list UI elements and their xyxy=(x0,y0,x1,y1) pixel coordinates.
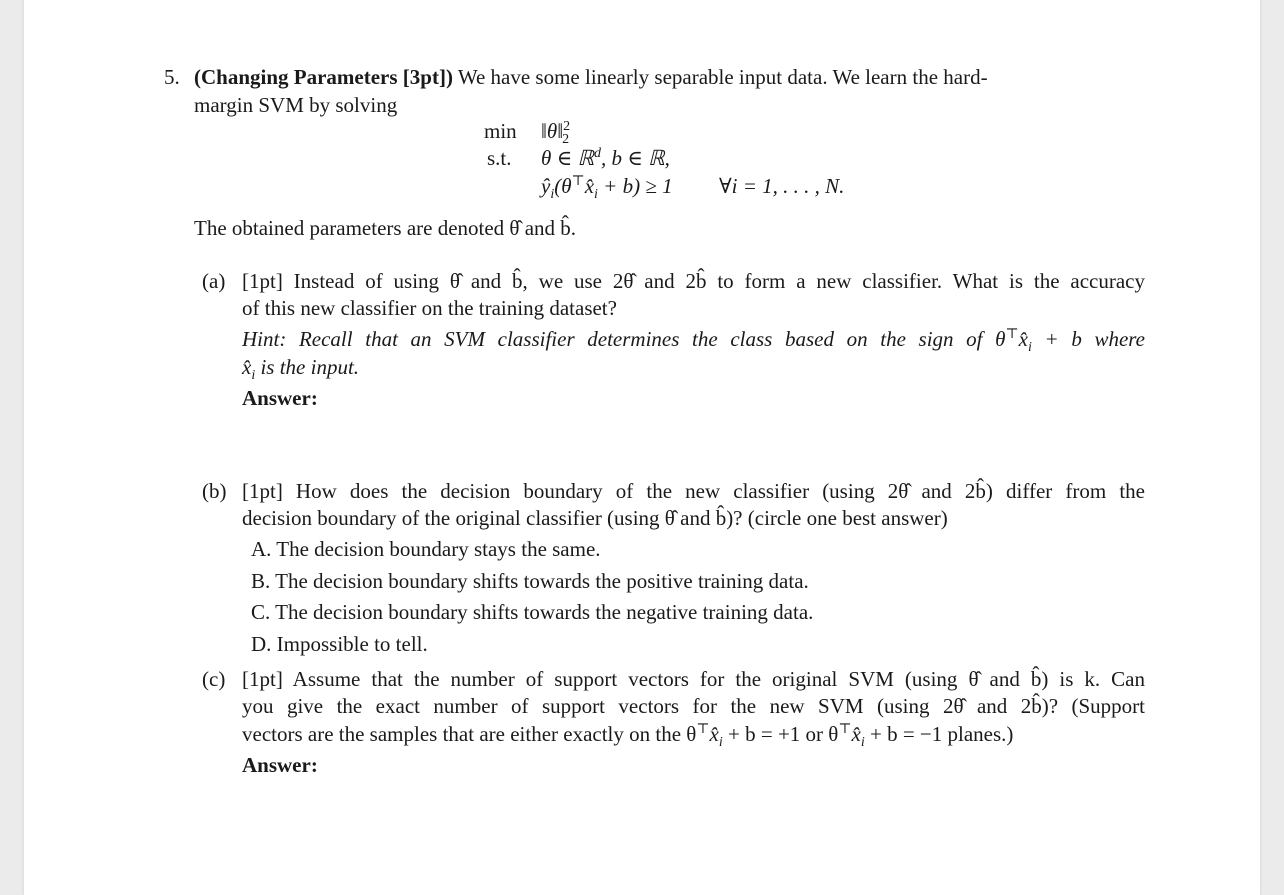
problem-title: (Changing Parameters [3pt]) xyxy=(194,65,453,89)
part-a-answer-label: Answer: xyxy=(242,386,318,410)
opt-forall: ∀i = 1, . . . , N. xyxy=(719,174,845,198)
part-b-option-c: C. The decision boundary shifts towards the negative training data. xyxy=(251,600,814,624)
part-b-option-d: D. Impossible to tell. xyxy=(251,632,428,656)
part-b-option-b: B. The decision boundary shifts towards the positive training data. xyxy=(251,569,809,593)
opt-constraint2: $ŷ_i(\theta^⊤x̂_i + b) \ge 1$ xyxy=(541,174,673,203)
problem-intro-line1: We have some linearly separable input data. We learn the hard- xyxy=(457,65,988,89)
part-c-line3: vectors are the samples that are either exactly on the $\theta^⊤x̂_i + b = +1$ or $\theta^⊤x̂_i + b = -1$ planes.) xyxy=(242,722,1014,751)
document-page xyxy=(24,0,1260,895)
part-b-option-a: A. The decision boundary stays the same. xyxy=(251,537,601,561)
opt-objective: ‖θ‖$^2_2$ xyxy=(541,119,571,148)
part-c-line2: you give the exact number of support vectors for the new SVM (using 2θ̂ and 2b̂)? (Support xyxy=(242,694,1145,718)
part-a-hint-line1: Hint: Recall that an SVM classifier determines the class based on the sign of $\theta^⊤x̂_i + b$ where xyxy=(242,327,1145,356)
part-c-answer-label: Answer: xyxy=(242,753,318,777)
obtained-params-sentence: The obtained parameters are denoted θ̂ and b̂. xyxy=(194,216,577,240)
opt-min-label: min xyxy=(484,119,517,143)
opt-constraint1: θ ∈ ℝ$^d$, b ∈ ℝ, xyxy=(541,146,670,170)
part-a-hint-line2: $x̂_i$ is the input. xyxy=(242,355,360,384)
opt-st-label: s.t. xyxy=(487,146,512,170)
part-a-line1: [1pt] Instead of using θ̂ and b̂, we use 2θ̂ and 2b̂ to form a new classifier. What is the accuracy xyxy=(242,269,1145,293)
part-b-line2: decision boundary of the original classifier (using θ̂ and b̂)? (circle one best answer) xyxy=(242,506,948,530)
part-b-label: (b) xyxy=(202,479,227,503)
part-c-label: (c) xyxy=(202,667,226,691)
problem-heading-line xyxy=(194,63,988,91)
part-c-line1: [1pt] Assume that the number of support vectors for the original SVM (using θ̂ and b̂) is k. Can xyxy=(242,667,1145,691)
part-b-line1: [1pt] How does the decision boundary of the new classifier (using 2θ̂ and 2b̂) differ from the xyxy=(242,479,1145,503)
problem-intro-line2: margin SVM by solving xyxy=(194,93,398,117)
part-a-line2: of this new classifier on the training dataset? xyxy=(242,296,617,320)
problem-number: 5. xyxy=(164,65,180,89)
part-a-label: (a) xyxy=(202,269,226,293)
